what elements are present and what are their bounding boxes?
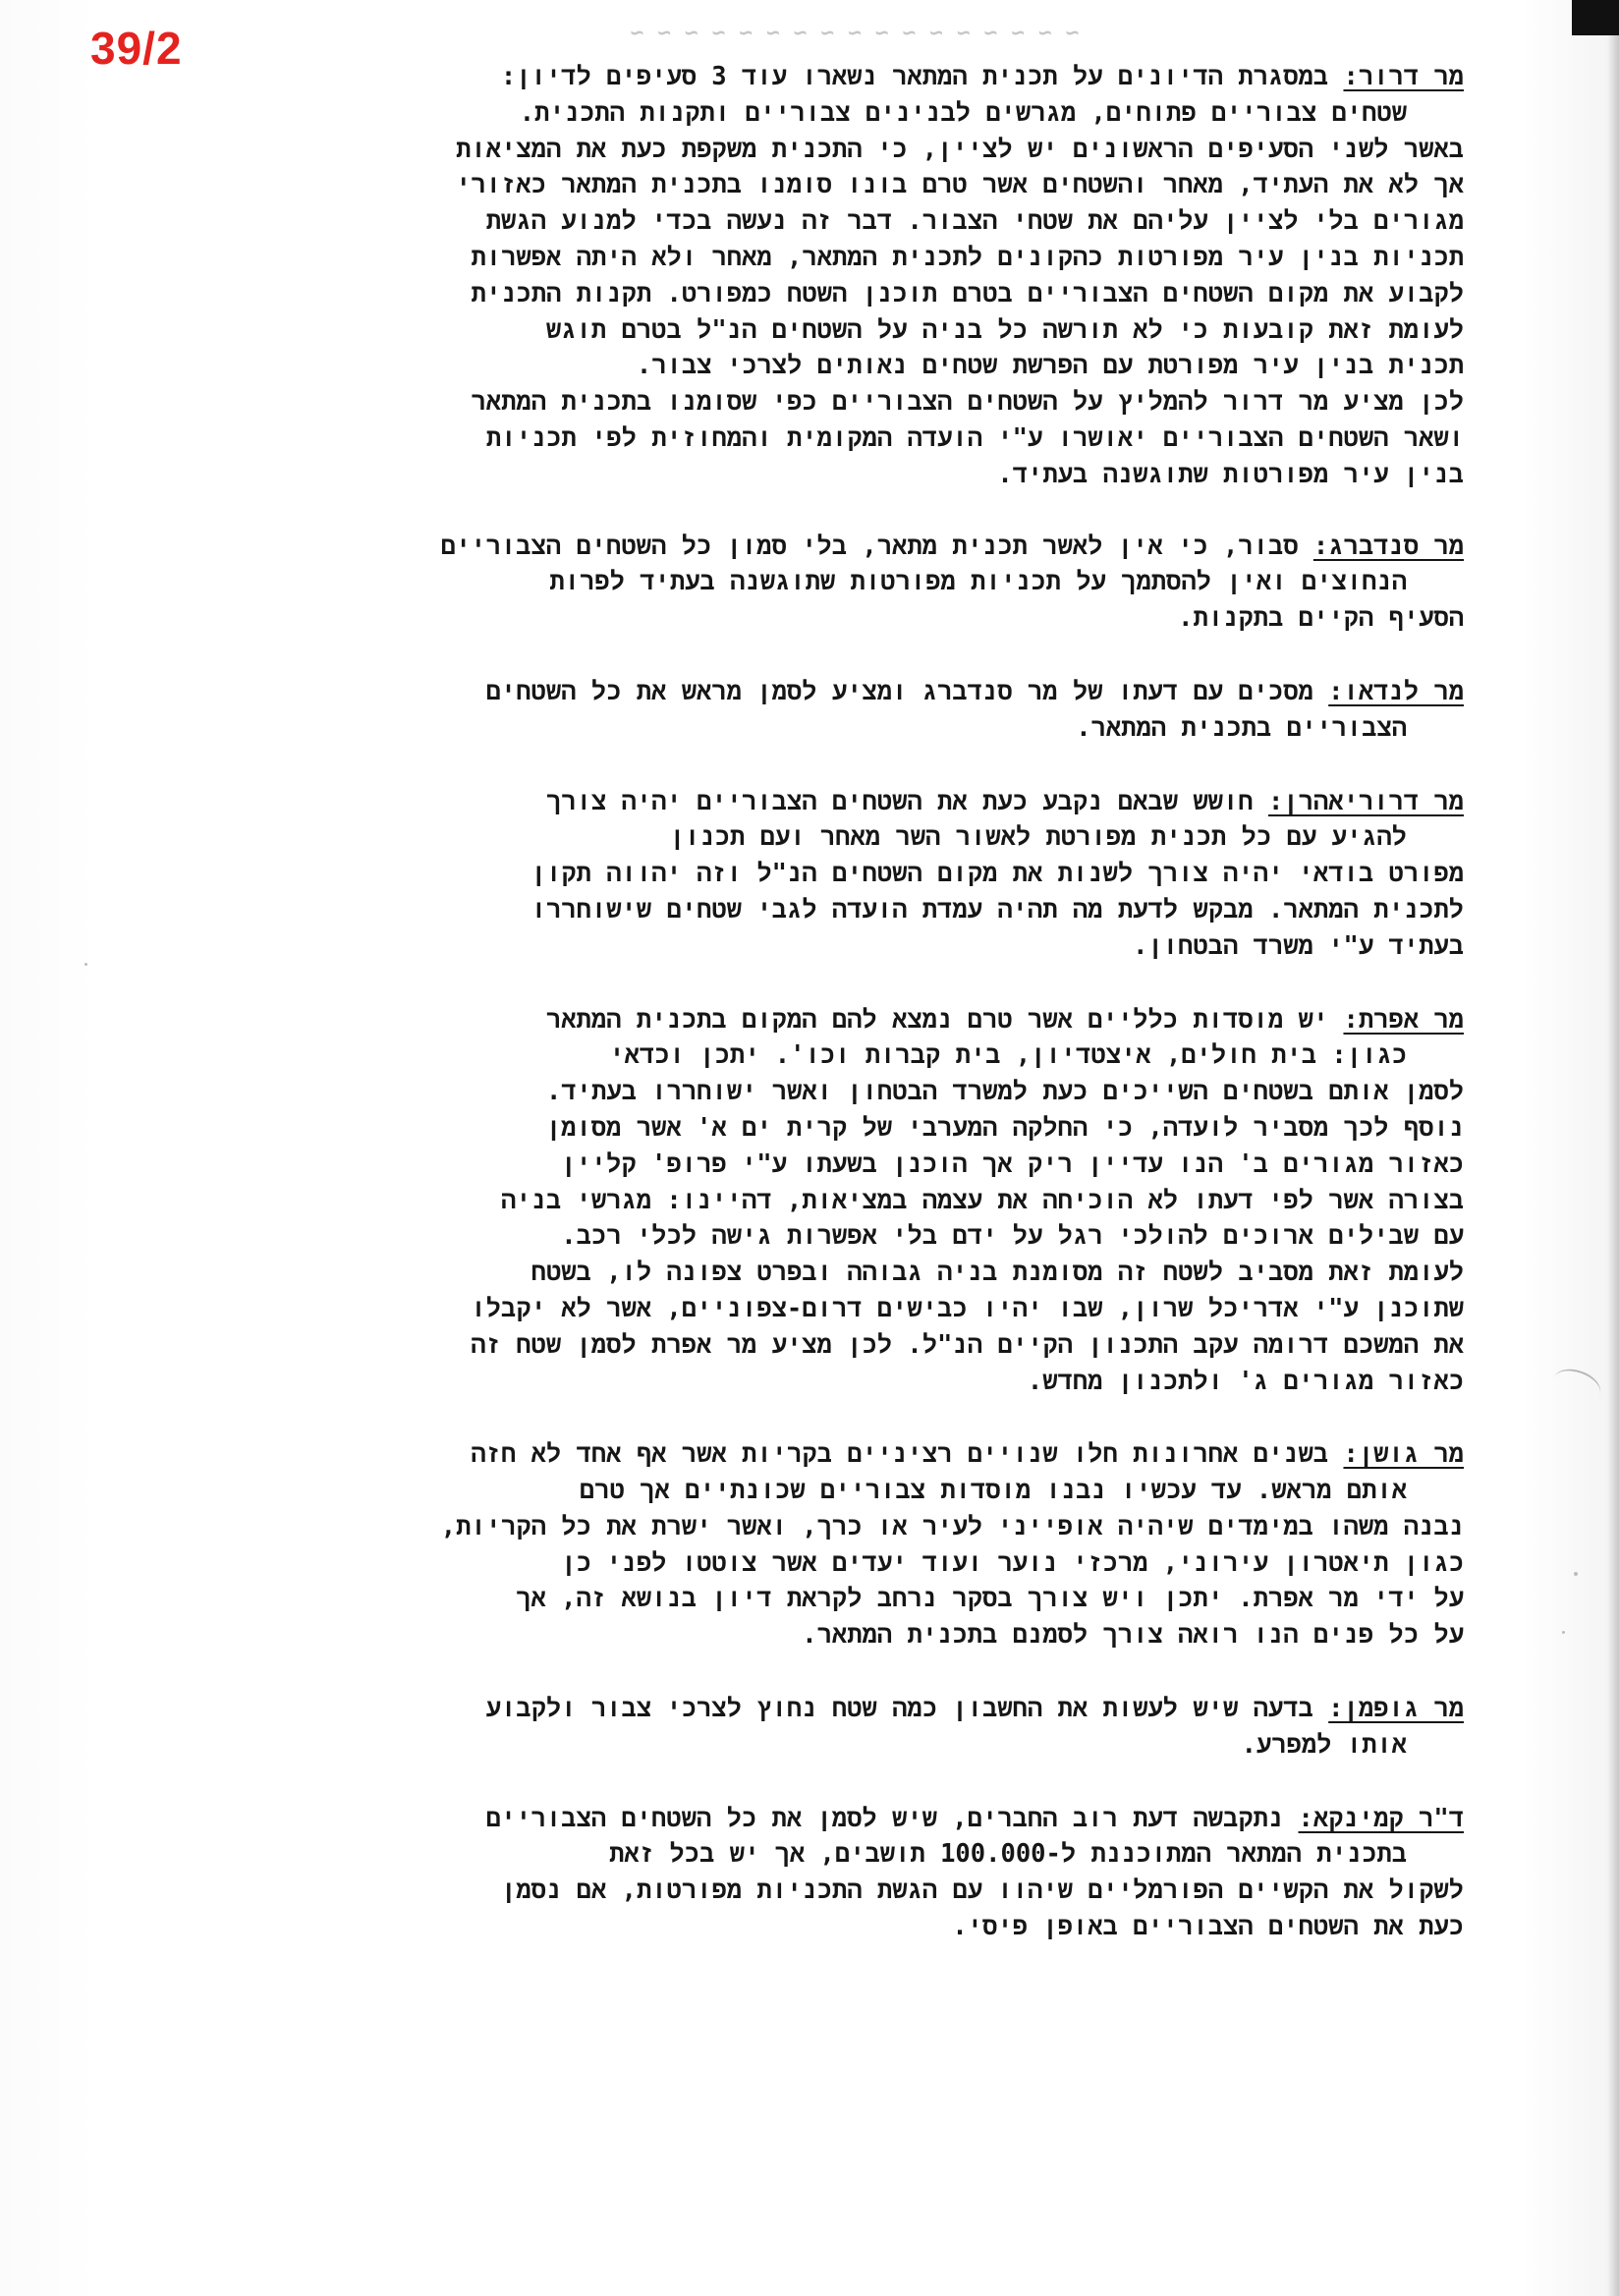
text-line: לשקול את הקשיים הפורמליים שיהוו עם הגשת התכניות מפורטות, אם נסמן [501,1876,1464,1906]
text-line: בתכנית המתאר המתוכננת ל-100.000 תושבים, אך יש בכל זאת [609,1839,1407,1870]
text-line [167,529,1464,565]
text-line [167,784,1464,820]
text-line: עם שבילים ארוכים להולכי רגל על ידם בלי אפשרות גישה לכלי רכב. [561,1221,1464,1252]
text-line [167,1691,1464,1727]
text-line [167,1801,1464,1837]
speaker-name: מר גופמן: [1328,1694,1464,1724]
dust-speck [1574,1572,1578,1576]
paper-fold-mark [1548,1363,1605,1409]
text-line: נבנה משהו במימדים שיהיה אופייני לעיר או כרך, ואשר ישרת את כל הקריות, [440,1511,1464,1541]
text-line: כעת את השטחים הצבוריים באופן פיסי. [952,1912,1464,1942]
text-line: לעומת זאת קובעות כי לא תורשה כל בניה על השטחים הנ"ל בטרם תוגש [545,314,1464,345]
line-text: נתקבשה דעת רוב החברים, שיש לסמן את כל השטחים הצבוריים [485,1803,1284,1833]
speaker-paragraph [167,674,1464,747]
line-text: חושש שבאם נקבע כעת את השטחים הצבוריים יהיה צורך [545,786,1254,816]
text-line [167,59,1464,95]
text-line: אותם מראש. עד עכשיו נבנו מוסדות צבוריים שכונתיים אך טרם [579,1476,1407,1506]
speaker-name: ד"ר קמינקא: [1298,1803,1464,1833]
minutes-body [167,59,1464,1983]
dust-speck [84,963,87,966]
text-line [167,674,1464,710]
line-text: בשנים אחרונות חלו שנויים רציניים בקריות אשר אף אחד לא חזה [471,1439,1329,1470]
text-line: באשר לשני הסעיפים הראשונים יש לציין, כי התכנית משקפת כעת את המציאות [456,134,1464,164]
text-line: בצורה אשר לפי דעתו לא הוכיחה את עצמה במציאות, דהיינו: מגרשי בניה [500,1185,1464,1215]
text-line [167,1002,1464,1038]
text-line: שתוכנן ע"י אדריכל שרון, שבו יהיו כבישים דרום-צפוניים, אשר לא יקבלו [471,1293,1464,1323]
text-line: הסעיף הקיים בתקנות. [1178,603,1464,634]
speaker-paragraph [167,1436,1464,1653]
speaker-name: מר גושן: [1343,1439,1464,1470]
text-line: את המשכם דרומה עקב התכנון הקיים הנ"ל. לכן מציע מר אפרת לסמן שטח זה [471,1329,1464,1360]
reverse-side-bleed: ~ ~ ~ ~ ~ ~ ~ ~ ~ ~ ~ ~ ~ ~ ~ ~ ~ [630,20,1080,45]
scan-corner [1572,0,1619,35]
page-edge-shadow [1607,0,1619,2296]
text-line: להגיע עם כל תכנית מפורטת לאשור השר מאחר ועם תכנון [669,822,1407,853]
dust-speck [1562,1631,1565,1634]
text-line: מפורט בודאי יהיה צורך לשנות את מקום השטחים הנ"ל וזה יהווה תקון [530,859,1464,889]
speaker-name: מר אפרת: [1343,1004,1464,1035]
text-line: כגון: בית חולים, איצטדיון, בית קברות וכו'. יתכן וכדאי [609,1040,1407,1071]
line-text: סבור, כי אין לאשר תכנית מתאר, בלי סמון כל השטחים הצבוריים [440,531,1299,561]
text-line: נוסף לכך מסביר לועדה, כי החלקה המערבי של קרית ים א' אשר מסומן [545,1112,1464,1143]
text-line: בעתיד ע"י משרד הבטחון. [1133,930,1464,961]
text-line: כגון תיאטרון עירוני, מרכזי נוער ועוד יעדים אשר צוטטו לפני כן [561,1547,1464,1578]
text-line [167,1436,1464,1473]
text-line: כאזור מגורים ג' ולתכנון מחדש. [1027,1366,1464,1396]
text-line: לסמן אותם בשטחים השייכים כעת למשרד הבטחון ואשר ישוחררו בעתיד. [546,1077,1464,1107]
text-line: תכנית בנין עיר מפורטת עם הפרשת שטחים נאותים לצרכי צבור. [636,351,1464,381]
text-line: ושאר השטחים הצבוריים יאושרו ע"י הועדה המקומית והמחוזית לפי תכניות [485,422,1464,453]
text-line: לקבוע את מקום השטחים הצבוריים בטרם תוכנן השטח כמפורט. תקנות התכנית [471,278,1464,308]
speaker-name: מר דרוריאהרן: [1267,786,1464,816]
text-line: אך לא את העתיד, מאחר והשטחים אשר טרם בונו סומנו בתכנית המתאר כאזורי [456,170,1464,200]
speaker-paragraph [167,1002,1464,1400]
text-line: לעומת זאת מסביב לשטח זה מסומנת בניה גבוהה ובפרט צפונה לו, בשטח [530,1258,1464,1288]
speaker-paragraph [167,59,1464,493]
text-line: על ידי מר אפרת. יתכן ויש צורך בסקר נרחב לקראת דיון בנושא זה, אך [516,1584,1464,1614]
speaker-name: מר דרור: [1343,62,1464,91]
text-line: לכן מציע מר דרור להמליץ על השטחים הצבוריים כפי שסומנו בתכנית המתאר [471,387,1464,418]
speaker-name: מר לנדאו: [1328,676,1464,706]
speaker-paragraph [167,529,1464,637]
text-line: מגורים בלי לציין עליהם את שטחי הצבור. דבר זה נעשה בכדי למנוע הגשת [485,206,1464,237]
line-text: במסגרת הדיונים על תכנית המתאר נשארו עוד 3 סעיפים לדיון: [500,62,1329,91]
text-line: על כל פנים הנו רואה צורך לסמנם בתכנית המתאר. [802,1620,1464,1651]
line-text: מסכים עם דעתו של מר סנדברג ומציע לסמן מראש את כל השטחים [485,676,1313,706]
text-line: לתכנית המתאר. מבקש לדעת מה תהיה עמדת הועדה לגבי שטחים שישוחררו [530,894,1464,924]
text-line: שטחים צבוריים פתוחים, מגרשים לבנינים צבוריים ותקנות התכנית. [519,97,1407,128]
text-line: אותו למפרע. [1241,1729,1407,1760]
line-text: יש מוסדות כלליים אשר טרם נמצא להם המקום בתכנית המתאר [545,1004,1329,1035]
speaker-paragraph [167,1801,1464,1945]
speaker-paragraph [167,784,1464,965]
speaker-name: מר סנדברג: [1312,531,1464,561]
speaker-paragraph [167,1691,1464,1764]
line-text: בדעה שיש לעשות את החשבון כמה שטח נחוץ לצרכי צבור ולקבוע [485,1694,1313,1724]
text-line: כאזור מגורים ב' הנו עדיין ריק אך הוכנן בשעתו ע"י פרופ' קליין [561,1148,1464,1179]
text-line: תכניות בנין עיר מפורטות כהקונים לתכנית המתאר, מאחר ולא היתה אפשרות [471,242,1464,272]
text-line: בנין עיר מפורטות שתוגשנה בעתיד. [997,459,1464,489]
text-line: הנחוצים ואין להסתמך על תכניות מפורטות שתוגשנה בעתיד לפרות [549,567,1407,597]
page-number: 39/2 [90,23,183,74]
text-line: הצבוריים בתכנית המתאר. [1076,712,1407,743]
